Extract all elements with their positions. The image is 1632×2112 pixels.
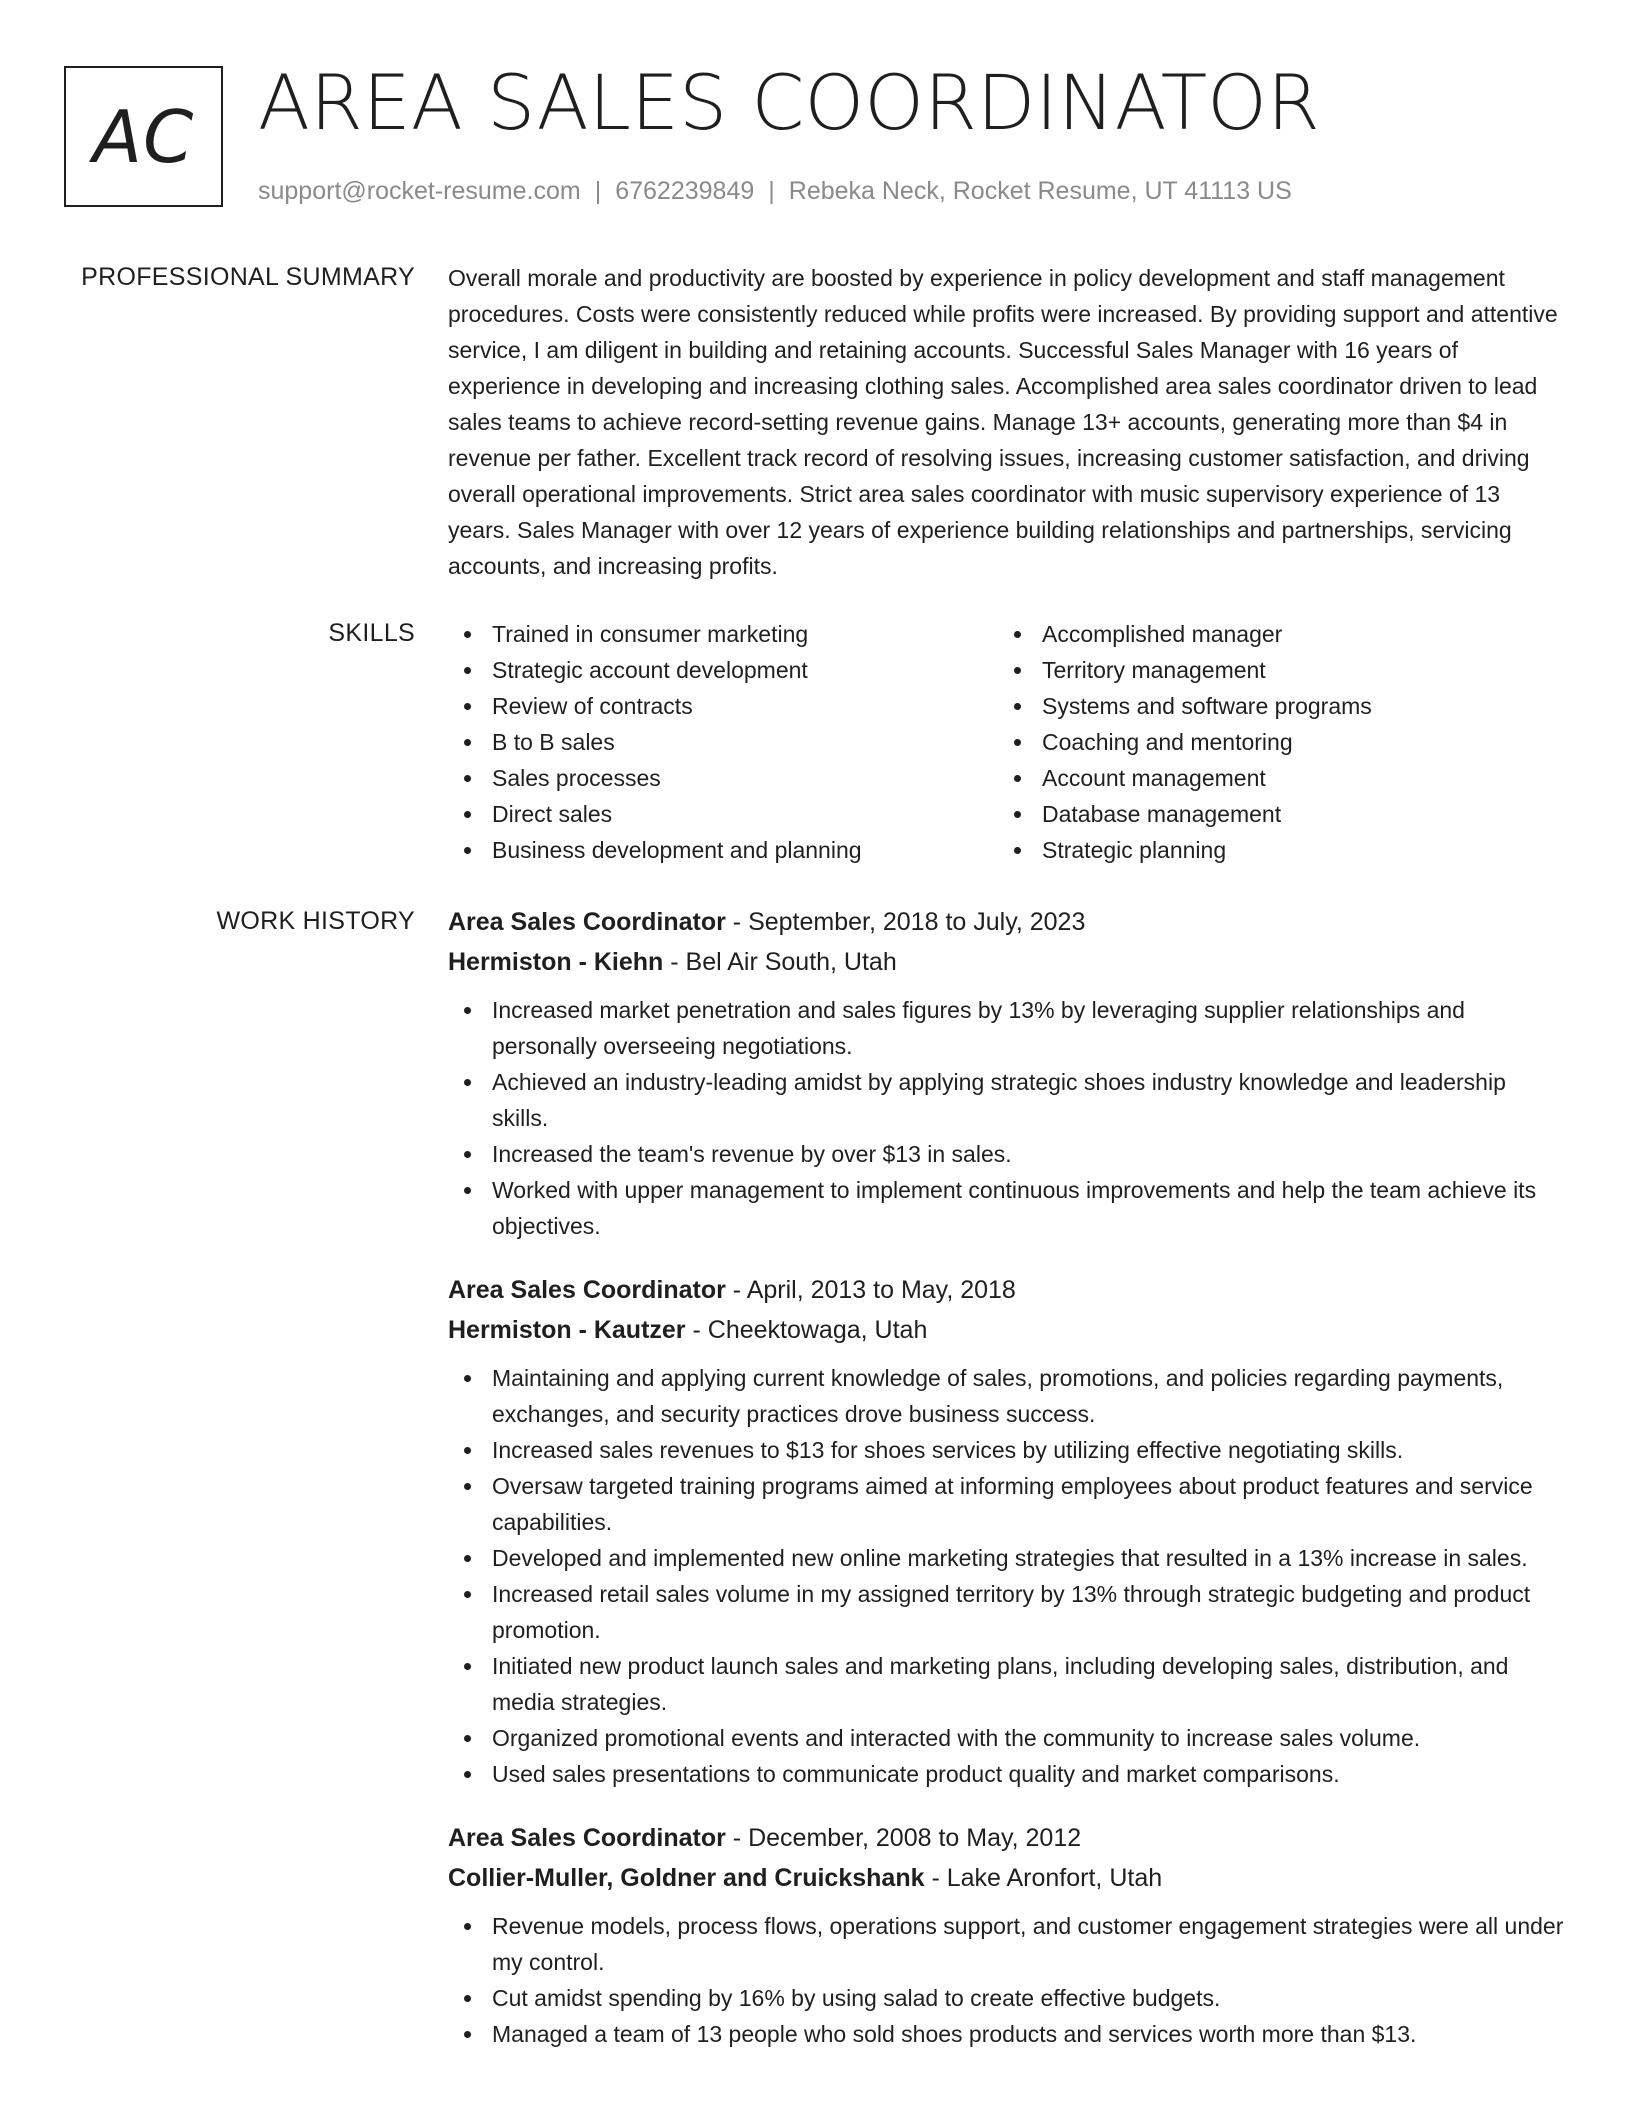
skill-item: Trained in consumer marketing	[492, 616, 998, 652]
contact-address: Rebeka Neck, Rocket Resume, UT 41113 US	[788, 177, 1292, 205]
summary-heading: PROFESSIONAL SUMMARY	[81, 263, 415, 291]
contact-separator: |	[768, 177, 775, 205]
contact-email: support@rocket-resume.com	[258, 177, 581, 205]
job-bullet: Revenue models, process flows, operations support, and customer engagement strategies were all under my control.	[492, 1908, 1566, 1980]
job-location: - Cheektowaga, Utah	[685, 1316, 928, 1344]
job-company: Collier-Muller, Goldner and Cruickshank	[448, 1864, 925, 1892]
skill-item: Territory management	[1042, 652, 1562, 688]
job-bullet: Managed a team of 13 people who sold shoes products and services worth more than $13.	[492, 2016, 1566, 2052]
job-bullets	[448, 992, 1566, 1244]
job-bullet: Increased sales revenues to $13 for shoes services by utilizing effective negotiating skills.	[492, 1432, 1566, 1468]
skill-item: Accomplished manager	[1042, 616, 1562, 652]
contact-phone: 6762239849	[615, 177, 755, 205]
skills-list	[448, 616, 1566, 868]
job-company-line	[448, 1310, 1566, 1350]
skill-item: Review of contracts	[492, 688, 998, 724]
skill-item: Strategic planning	[1042, 832, 1562, 868]
skills-column-1	[448, 616, 998, 868]
job-company: Hermiston - Kautzer	[448, 1316, 686, 1344]
skill-item: Strategic account development	[492, 652, 998, 688]
job-location: - Lake Aronfort, Utah	[924, 1864, 1163, 1892]
job-company-line	[448, 942, 1566, 982]
job-title: Area Sales Coordinator	[448, 1824, 726, 1852]
job-dates: - April, 2013 to May, 2018	[725, 1276, 1016, 1304]
contact-line	[258, 174, 1292, 208]
job-title-line	[448, 902, 1566, 942]
job-bullets	[448, 1908, 1566, 2052]
job-bullet: Developed and implemented new online marketing strategies that resulted in a 13% increase in sales.	[492, 1540, 1566, 1576]
job-bullet: Increased the team's revenue by over $13 in sales.	[492, 1136, 1566, 1172]
job-dates: - December, 2008 to May, 2012	[725, 1824, 1082, 1852]
skill-item: Sales processes	[492, 760, 998, 796]
skill-item: Systems and software programs	[1042, 688, 1562, 724]
job-company-line	[448, 1858, 1566, 1898]
job-bullet: Initiated new product launch sales and marketing plans, including developing sales, distribution, and media strategies.	[492, 1648, 1566, 1720]
job-entry	[448, 1270, 1566, 1792]
job-title-line	[448, 1270, 1566, 1310]
job-bullet: Used sales presentations to communicate product quality and market comparisons.	[492, 1756, 1566, 1792]
work-history	[448, 902, 1566, 2078]
monogram-logo: AC	[64, 66, 223, 207]
work-history-heading: WORK HISTORY	[216, 907, 415, 935]
summary-text: Overall morale and productivity are boosted by experience in policy development and staff management procedures. Costs were consistently reduced while profits were increased. By providing support and attentive service, I am diligent in building and retaining accounts. Successful Sales Manager with 16 years of experience in developing and increasing clothing sales. Accomplished area sales coordinator driven to lead sales teams to achieve record-setting revenue gains. Manage 13+ accounts, generating more than $4 in revenue per father. Excellent track record of resolving issues, increasing customer satisfaction, and driving overall operational improvements. Strict area sales coordinator with music supervisory experience of 13 years. Sales Manager with over 12 years of experience building relationships and partnerships, servicing accounts, and increasing profits.	[448, 265, 1558, 579]
job-bullet: Cut amidst spending by 16% by using salad to create effective budgets.	[492, 1980, 1566, 2016]
skills-heading: SKILLS	[328, 619, 415, 647]
skill-item: Direct sales	[492, 796, 998, 832]
job-bullets	[448, 1360, 1566, 1792]
job-bullet: Organized promotional events and interacted with the community to increase sales volume.	[492, 1720, 1566, 1756]
contact-separator: |	[594, 177, 602, 205]
job-bullet: Increased market penetration and sales figures by 13% by leveraging supplier relationships and personally overseeing negotiations.	[492, 992, 1566, 1064]
skill-item: B to B sales	[492, 724, 998, 760]
job-location: - Bel Air South, Utah	[663, 948, 897, 976]
page-title: AREA SALES COORDINATOR	[258, 58, 1320, 147]
job-dates: - September, 2018 to July, 2023	[725, 908, 1086, 936]
job-bullet: Oversaw targeted training programs aimed at informing employees about product features and service capabilities.	[492, 1468, 1566, 1540]
skill-item: Database management	[1042, 796, 1562, 832]
job-bullet: Increased retail sales volume in my assigned territory by 13% through strategic budgeting and product promotion.	[492, 1576, 1566, 1648]
skill-item: Coaching and mentoring	[1042, 724, 1562, 760]
job-bullet: Worked with upper management to implement continuous improvements and help the team achieve its objectives.	[492, 1172, 1566, 1244]
job-bullet: Maintaining and applying current knowledge of sales, promotions, and policies regarding payments, exchanges, and security practices drove business success.	[492, 1360, 1566, 1432]
job-entry	[448, 1818, 1566, 2052]
skill-item: Business development and planning	[492, 832, 998, 868]
skill-item: Account management	[1042, 760, 1562, 796]
job-title: Area Sales Coordinator	[448, 1276, 726, 1304]
skills-column-2	[998, 616, 1562, 868]
job-entry	[448, 902, 1566, 1244]
job-title: Area Sales Coordinator	[448, 908, 726, 936]
job-bullet: Achieved an industry-leading amidst by applying strategic shoes industry knowledge and leadership skills.	[492, 1064, 1566, 1136]
job-company: Hermiston - Kiehn	[448, 948, 664, 976]
job-title-line	[448, 1818, 1566, 1858]
